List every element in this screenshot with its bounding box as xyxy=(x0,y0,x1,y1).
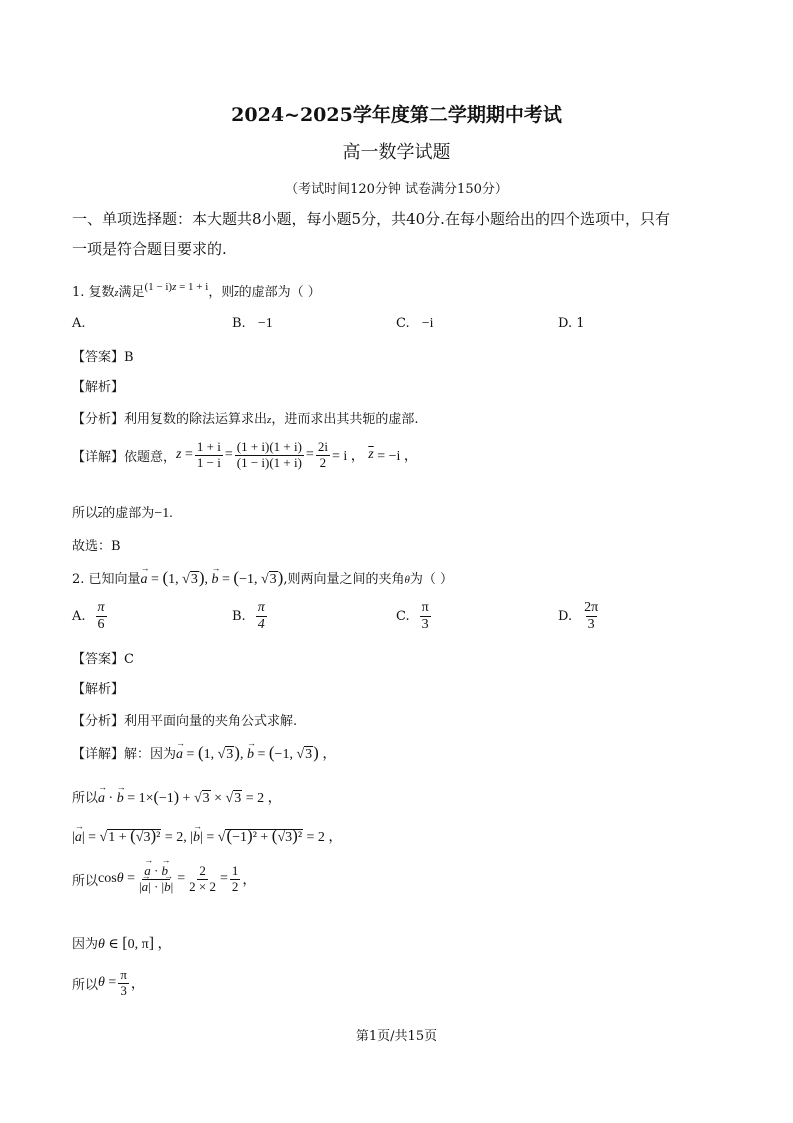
q1-choose: 故选：B xyxy=(72,539,121,554)
q2-detail xyxy=(72,743,336,763)
q1-option-c-value: −i xyxy=(421,316,434,331)
section-heading-cont: 一项是符合题目要求的. xyxy=(72,240,227,258)
section-heading: 一、单项选择题：本大题共8小题，每小题5分，共40分.在每小题给出的四个选项中，只有 xyxy=(72,210,670,228)
fenxi-label: 【分析】 xyxy=(72,412,125,427)
q2-detail-vectors: → a = (1, √3), → b = (−1, √3) ， xyxy=(176,747,336,762)
math-theta: θ xyxy=(404,574,410,586)
math-z-conj: $\overline{z}$ xyxy=(98,508,103,520)
q2-option-b: B. $\frac{\pi}{4}$ xyxy=(232,600,265,633)
q2-option-a-value: $\frac{\pi}{6}$ xyxy=(97,600,105,633)
q1-option-b-value: −1 xyxy=(257,316,273,331)
q1-fenxi xyxy=(72,408,418,427)
q1-option-c: C. −i xyxy=(396,316,434,331)
q2-option-c: C. $\frac{\pi}{3}$ xyxy=(396,600,429,633)
exam-title: 2024~2025学年度第二学期期中考试 xyxy=(231,104,562,126)
math-z-conj: $\overline{z}$ xyxy=(234,287,239,299)
q2-stem xyxy=(72,568,453,588)
dot-product-formula: → a · → b = 1×(−1) + √3 × √3 = 2 ， xyxy=(98,791,282,806)
detail-text: 依题意， xyxy=(124,449,177,465)
q1-stem xyxy=(72,281,321,300)
q2-analysis-label: 【解析】 xyxy=(72,682,125,697)
q1-conclusion: 所以$\overline{z}$的虚部为−1. xyxy=(72,506,173,521)
q1-number: 1. 复数 xyxy=(72,285,115,300)
q2-option-a: A. $\frac{\pi}{6}$ xyxy=(72,600,105,633)
fenxi-text: 利用复数的除法运算求出 xyxy=(124,412,268,427)
detail-label: 【详解】 xyxy=(72,449,125,465)
fenxi-text-2: ，进而求出其共轭的虚部. xyxy=(271,412,419,427)
final-formula: θ = $\frac{\pi}{3}$ ， xyxy=(98,967,145,998)
conclusion-value: −1. xyxy=(154,506,173,521)
exam-info: （考试时间120分钟 试卷满分150分） xyxy=(285,182,508,197)
q2-stem-mid: ,则两向量之间的夹角 xyxy=(283,572,405,587)
q1-option-d: D. 1 xyxy=(558,316,585,331)
math-z: z xyxy=(267,414,272,426)
answer-label: 【答案】 xyxy=(72,652,125,667)
fenxi-text: 利用平面向量的夹角公式求解. xyxy=(124,714,298,729)
q1-analysis-label: 【解析】 xyxy=(72,380,125,395)
q2-range: 因为θ ∈ [0, π] ， xyxy=(72,935,172,952)
q1-answer xyxy=(72,346,134,365)
q1-stem-mid: 满足 xyxy=(118,285,145,300)
q2-magnitudes xyxy=(72,826,342,846)
q1-stem-tail: 的虚部为（ ） xyxy=(238,285,321,300)
q2-option-d: D. $\frac{2\pi}{3}$ xyxy=(558,600,599,633)
range-formula: θ ∈ [0, π] ， xyxy=(98,935,172,952)
exam-subtitle: 高一数学试题 xyxy=(342,142,451,163)
q1-equation: (1 − i)z = 1 + i xyxy=(144,281,209,293)
math-z: z xyxy=(114,288,119,299)
magnitude-formula: |→ a| = √1 + (√3)² = 2, |→ b| = √(−1)² + (√3)² = 2 ， xyxy=(72,830,342,845)
q2-dot-product: 所以→ a · → b = 1×(−1) + √3 × √3 = 2 ， xyxy=(72,787,282,807)
answer-value: B xyxy=(124,350,134,365)
q2-cos: 所以 cos θ = → $\frac{a \cdot \to b}{|\to a| \cdot |\to b|}$ = $\frac{2}{2 \times 2}$ = $\frac{1}{2}$ ， xyxy=(72,864,256,895)
q2-fenxi xyxy=(72,710,297,729)
answer-value: C xyxy=(124,652,134,667)
q2-option-b-value: $\frac{\pi}{4}$ xyxy=(257,600,265,633)
q2-stem-tail: 为（ ） xyxy=(409,572,454,587)
cos-formula: cos θ = → $\frac{a \cdot \to b}{|\to a| \cdot |\to b|}$ = $\frac{2}{2 \times 2}$ = $\frac{1}{2}$ ， xyxy=(98,864,256,895)
q2-option-d-value: $\frac{2\pi}{3}$ xyxy=(584,600,599,633)
q2-vectors: → a = (1, √3), → b = (−1, √3) xyxy=(141,572,284,587)
answer-label: 【答案】 xyxy=(72,350,125,365)
page-number: 第1页/共15页 xyxy=(355,1029,438,1044)
q1-stem-end: ，则 xyxy=(208,285,235,300)
detail-label: 【详解】 xyxy=(72,747,125,762)
q2-option-c-value: $\frac{\pi}{3}$ xyxy=(421,600,429,633)
fenxi-label: 【分析】 xyxy=(72,714,125,729)
q2-final: 所以 θ = $\frac{\pi}{3}$ ， xyxy=(72,967,145,998)
q2-number: 2. 已知向量 xyxy=(72,572,141,587)
q1-detail xyxy=(72,440,418,471)
q1-detail-formula: z = $\frac{1 + i}{1 - i}$ = $\frac{(1 + i)(1 + i)}{(1 - i)(1 + i)}$ = $\frac{2i}{2}$ = i ， $\overline{z}$ = −i ， xyxy=(176,439,418,470)
q1-option-a: A. xyxy=(72,316,86,331)
detail-text: 解：因为 xyxy=(124,747,177,762)
q1-option-b: B. −1 xyxy=(232,316,273,331)
q2-answer xyxy=(72,648,134,667)
